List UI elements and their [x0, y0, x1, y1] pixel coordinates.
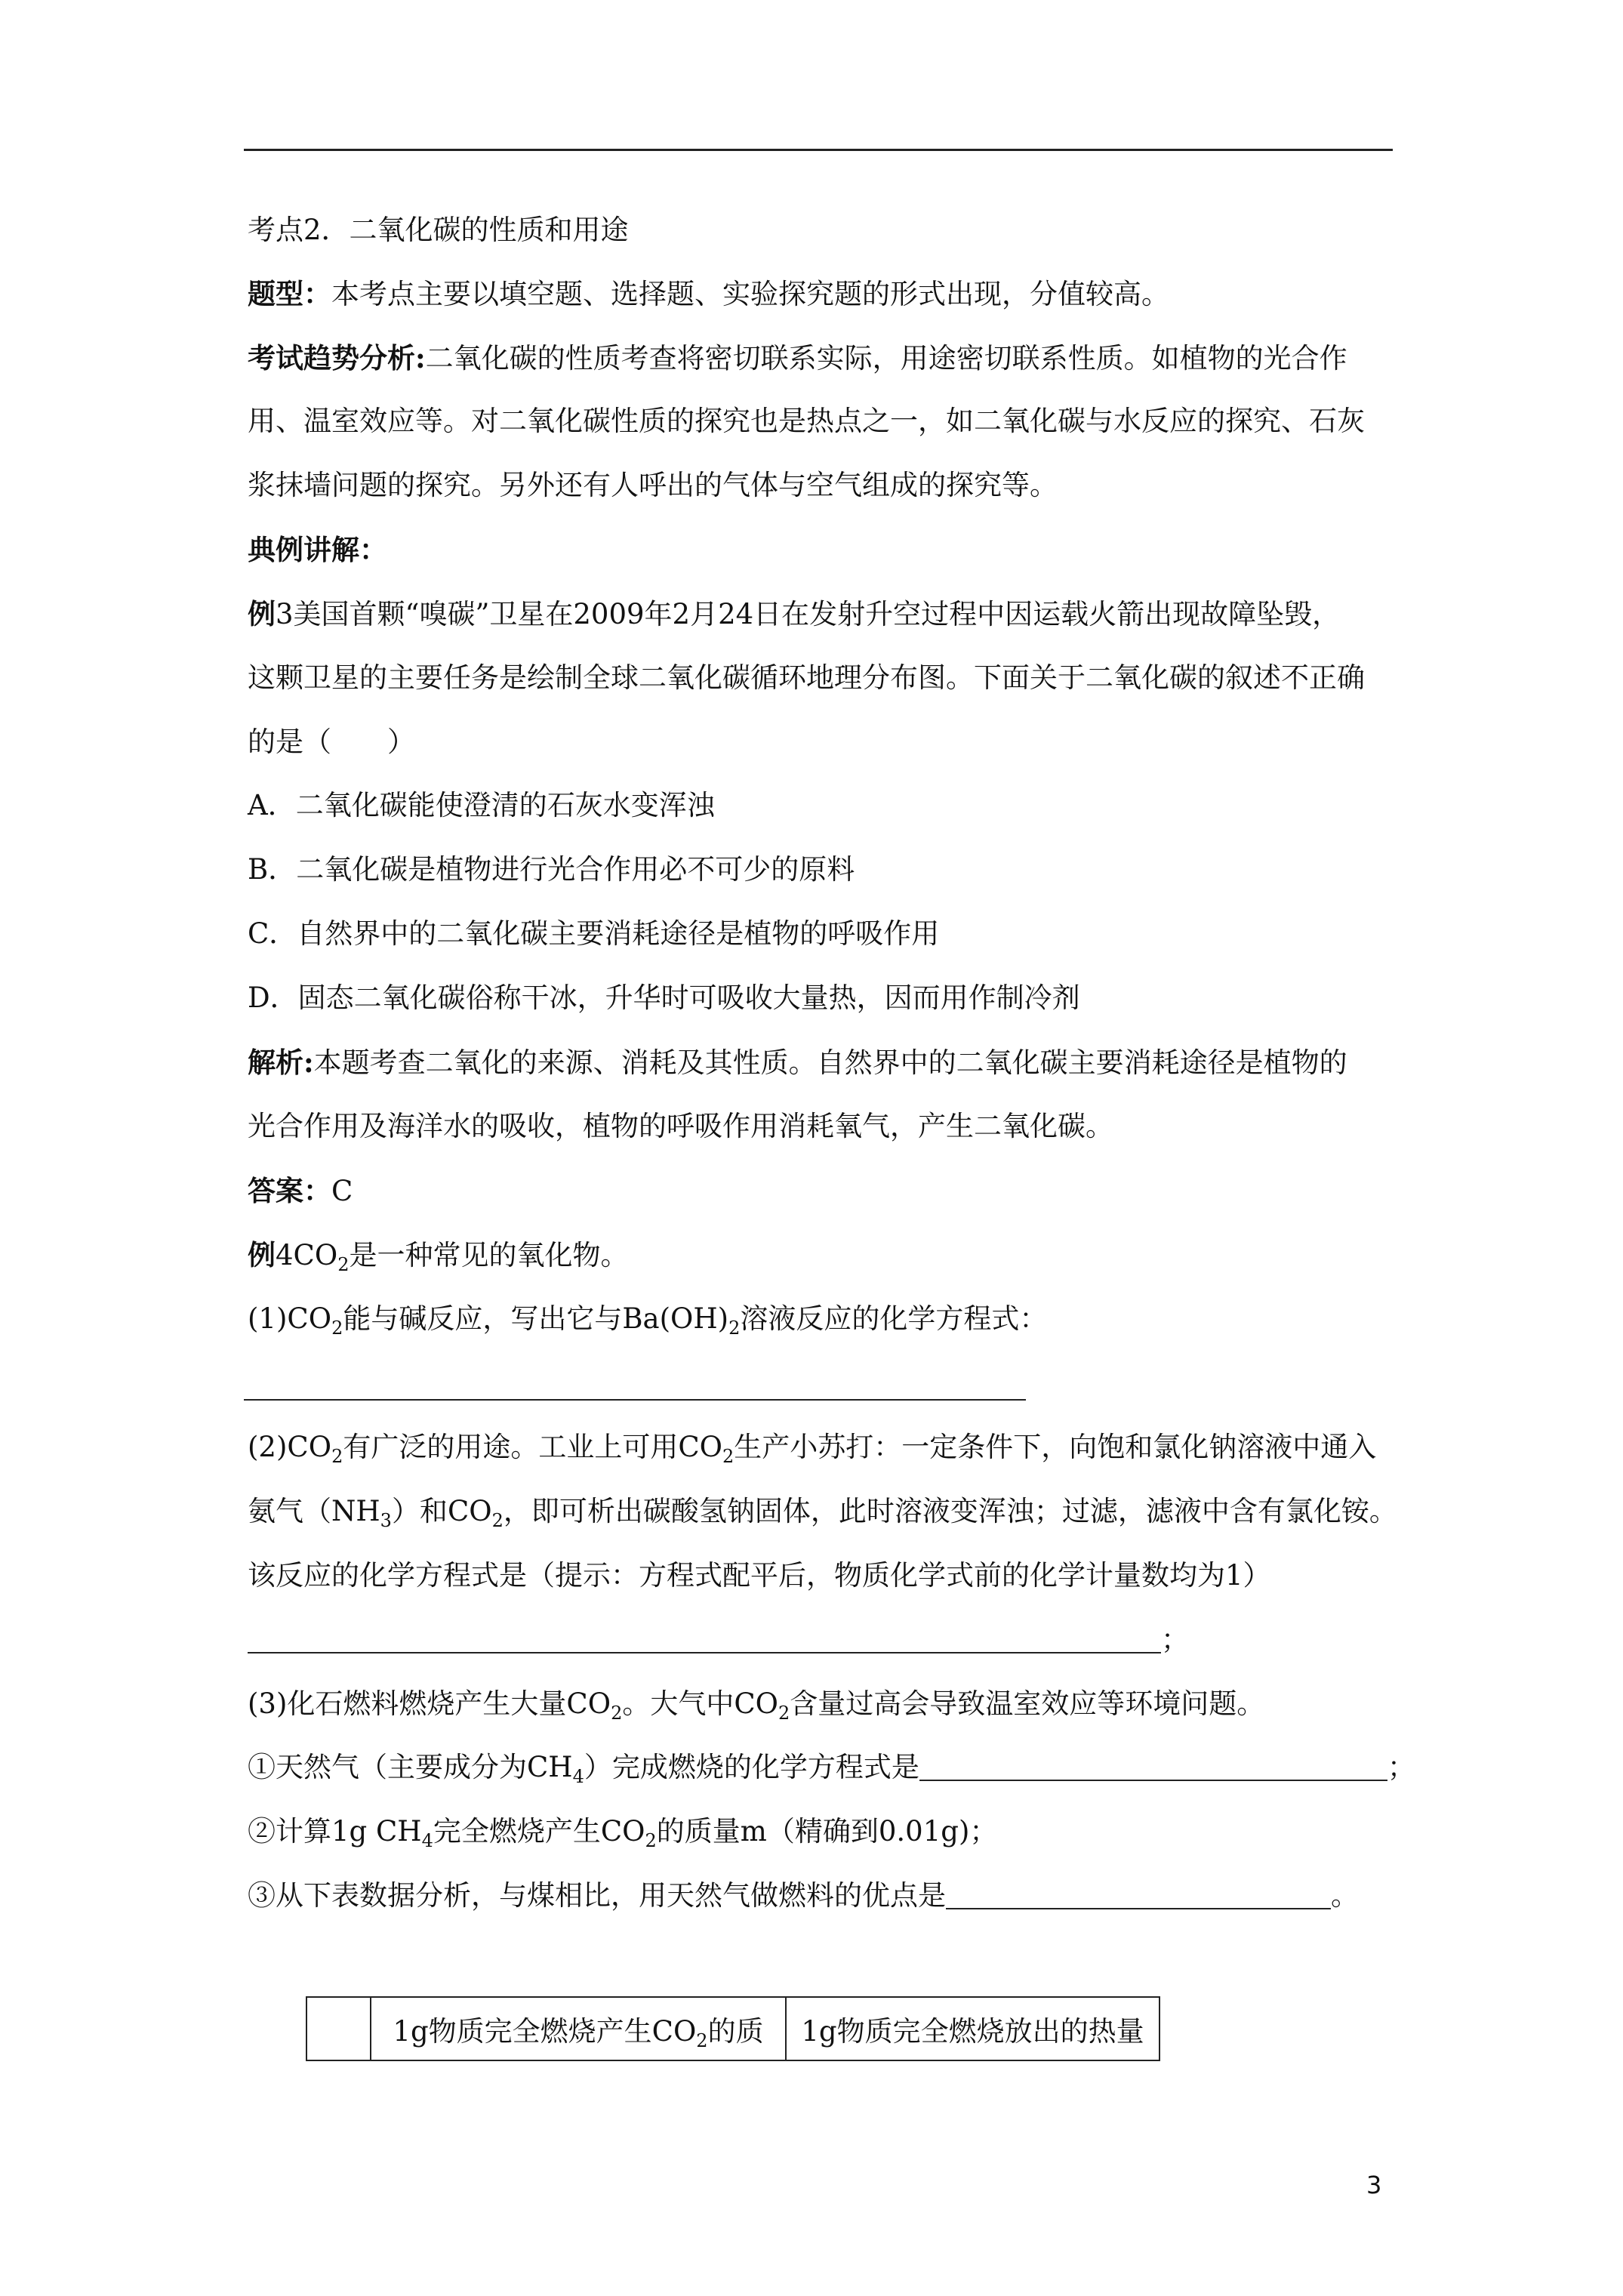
question-3-line: (3)化石燃料燃烧产生大量$CO_2$。大气中$CO_2$含量过高会导致温室效应等环境问题。 [248, 1687, 1265, 1724]
question-type-line [248, 275, 1404, 313]
answer-blank-2[interactable] [248, 1626, 1161, 1653]
answer-line [248, 1172, 1404, 1210]
table-cell-co2-mass: 1g物质完全燃烧产生$CO_2$的质 [371, 1997, 786, 2060]
question-type-label: 题型： [248, 277, 331, 310]
trend-label: 考试趋势分析: [248, 341, 426, 374]
question-2-line-3: 该反应的化学方程式是（提示：方程式配平后，物质化学式前的化学计量数均为1） [248, 1559, 1271, 1592]
question-3b: ②计算1g $CH_4$完全燃烧产生$CO_2$的质量m（精确到0.01g)； [248, 1815, 998, 1851]
examples-heading: 典例讲解： [248, 533, 387, 566]
answer-blank-4[interactable] [946, 1882, 1331, 1909]
answer-blank-3[interactable] [919, 1754, 1387, 1781]
answer-blank-1[interactable] [244, 1399, 1026, 1401]
question-2-answer-line: ； [248, 1621, 1404, 1659]
analysis-text-1: 本题考查二氧化的来源、消耗及其性质。自然界中的二氧化碳主要消耗途径是植物的 [313, 1046, 1347, 1079]
option-a: A．二氧化碳能使澄清的石灰水变浑浊 [248, 789, 715, 821]
question-3a: ①天然气（主要成分为$CH_4$）完成燃烧的化学方程式是 ； [248, 1751, 1415, 1787]
answer-value: C [331, 1175, 353, 1207]
comparison-table [306, 1996, 1160, 2061]
option-b: B．二氧化碳是植物进行光合作用必不可少的原料 [248, 853, 855, 886]
example3-line-2: 这颗卫星的主要任务是绘制全球二氧化碳循环地理分布图。下面关于二氧化碳的叙述不正确 [248, 661, 1365, 694]
option-c: C．自然界中的二氧化碳主要消耗途径是植物的呼吸作用 [248, 917, 940, 950]
question-3c: ③从下表数据分析，与煤相比，用天然气做燃料的优点是 。 [248, 1879, 1359, 1912]
analysis-label: 解析: [248, 1046, 314, 1079]
table-cell-heat: 1g物质完全燃烧放出的热量 [786, 1997, 1160, 2060]
heading-prefix: 考点2． [248, 214, 350, 246]
question-type-text: 本考点主要以填空题、选择题、实验探究题的形式出现，分值较高。 [331, 278, 1169, 310]
example3-line-3: 的是（ ） [248, 726, 415, 758]
example3-label: 例 [248, 597, 276, 630]
question-2-line-2: 氨气$(NH_3)$和$CO_2$，即可析出碳酸氢钠固体，此时溶液变浑浊；过滤，滤液中含有氯化铵。 [248, 1495, 1397, 1531]
page-number: 3 [1366, 2171, 1382, 2199]
question-1: $(1)CO_2$能与碱反应，写出它与$Ba(OH)_2$溶液反应的化学方程式： [248, 1302, 1048, 1339]
trend-line-1 [248, 339, 1404, 378]
question-2-line-1: $(2)CO_2$有广泛的用途。工业上可用$CO_2$生产小苏打：一定条件下，向饱和氯化钠溶液中通入 [248, 1431, 1377, 1467]
example4-intro: 例$4CO_2$是一种常见的氧化物。 [248, 1238, 629, 1275]
trend-text-1: 二氧化碳的性质考查将密切联系实际，用途密切联系性质。如植物的光合作 [425, 342, 1347, 374]
trend-line-3: 浆抹墙问题的探究。另外还有人呼出的气体与空气组成的探究等。 [248, 469, 1058, 501]
analysis-line-1 [248, 1043, 1404, 1082]
header-rule [244, 149, 1393, 151]
trend-line-2: 用、温室效应等。对二氧化碳性质的探究也是热点之一，如二氧化碳与水反应的探究、石灰 [248, 405, 1365, 437]
heading-text: 二氧化碳的性质和用途 [349, 214, 629, 246]
answer-label: 答案： [248, 1174, 331, 1207]
example3-line-1 [248, 595, 1404, 633]
analysis-line-2: 光合作用及海洋水的吸收，植物的呼吸作用消耗氧气，产生二氧化碳。 [248, 1110, 1113, 1142]
example4-label: 例 [248, 1238, 276, 1271]
section-heading [248, 211, 1404, 249]
option-d: D．固态二氧化碳俗称干冰，升华时可吸收大量热，因而用作制冷剂 [248, 982, 1080, 1014]
table-cell-empty [306, 1997, 371, 2060]
table-header-row [306, 1997, 1160, 2060]
example3-text-1: 3美国首颗“嗅碳”卫星在2009年2月24日在发射升空过程中因运载火箭出现故障坠毁， [276, 598, 1341, 630]
